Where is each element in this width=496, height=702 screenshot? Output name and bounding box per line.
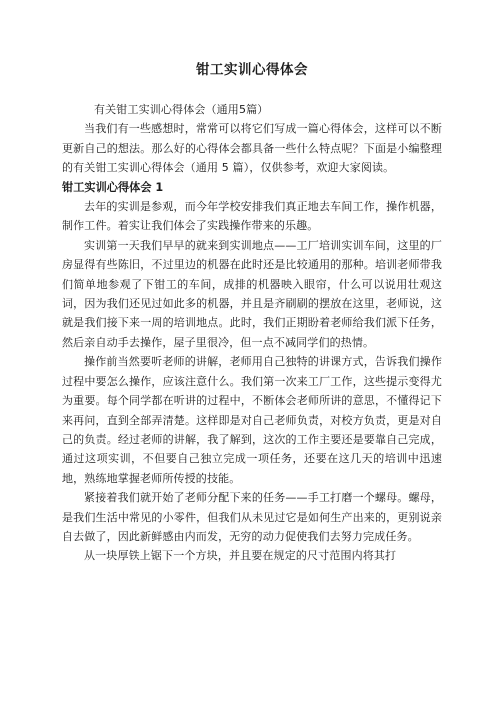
intro-line: 有关钳工实训心得体会（通用5篇） <box>94 103 269 116</box>
body-paragraph-1: 去年的实训是参观，而今年学校安排我们真正地去车间工作，操作机器，制作工件。着实让我们体会了实践操作带来的乐趣。 <box>62 200 442 233</box>
body-paragraph-4: 紧接着我们就开始了老师分配下来的任务——手工打磨一个螺母。螺母，是我们生活中常见的小零件，但我们从未见过它是如何生产出来的，更别说亲自去做了，因此新鲜感由内而发，无穷的动力促使我们去努力完成任务。 <box>62 491 442 543</box>
document-title: 钳工实训心得体会 <box>196 62 308 78</box>
intro-paragraph: 当我们有一些感想时，常常可以将它们写成一篇心得体会，这样可以不断更新自己的想法。那么好的心得体会都具备一些什么特点呢？下面是小编整理的有关钳工实训心得体会（通用 5 篇），仅供参考，欢迎大家阅读。 <box>62 122 442 175</box>
body-paragraph-5: 从一块厚铁上锯下一个方块，并且要在规定的尺寸范围内将其打 <box>84 549 397 563</box>
section-heading: 钳工实训心得体会 1 <box>62 180 164 194</box>
body-paragraph-2: 实训第一天我们早早的就来到实训地点——工厂培训实训车间，这里的厂房显得有些陈旧，不过里边的机器在此时还是比较通用的那种。培训老师带我们简单地参观了下钳工的车间，成排的机器映入眼帘，什么可以说用壮观这词，因为我们还见过如此多的机器，并且是齐刷刷的摆放在这里，老师说，这就是我们接下来一周的培训地点。此时，我们正期盼着老师给我们派下任务，然后亲自动手去操作，屋子里很冷，但一点不减同学们的热情。 <box>62 238 442 349</box>
body-paragraph-3: 操作前当然要听老师的讲解，老师用自己独特的讲课方式，告诉我们操作过程中要怎么操作，应该注意什么。我们第一次来工厂工作，这些提示变得尤为重要。每个同学都在听讲的过程中，不断体会老师所讲的意思，不懂得记下来再问，直到全部弄清楚。这样即是对自己老师负责，对校方负责，更是对自己的负责。经过老师的讲解，我了解到，这次的工作主要还是要靠自己完成，通过这项实训，不但要自己独立完成一项任务，还要在这几天的培训中迅速地，熟练地掌握老师所传授的技能。 <box>62 355 442 485</box>
